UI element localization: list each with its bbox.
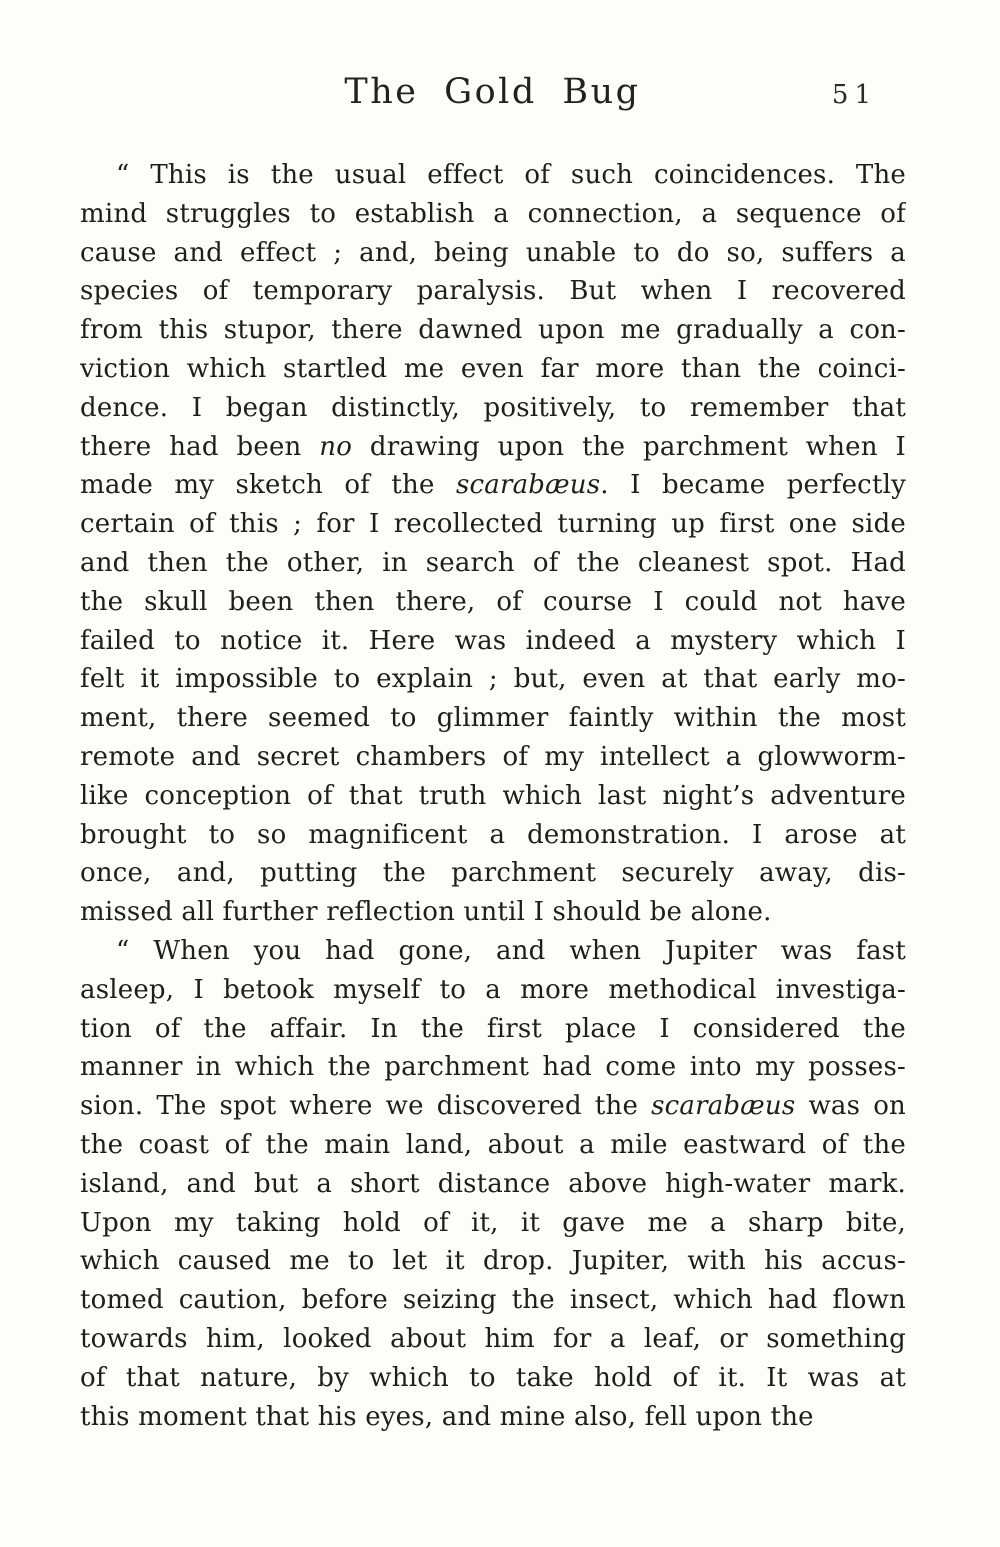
text-line: remote and secret chambers of my intellect a glowworm- — [80, 741, 906, 772]
text-line: and then the other, in search of the cleanest spot. Had — [80, 547, 906, 578]
text-line: felt it impossible to explain ; but, even at that early mo- — [80, 664, 906, 695]
text-line: island, and but a short distance above high-water mark. — [80, 1168, 906, 1199]
text-line: which caused me to let it drop. Jupiter, with his accus- — [80, 1246, 906, 1277]
text-line: “ When you had gone, and when Jupiter was fast — [116, 935, 906, 966]
text-line: certain of this ; for I recollected turning up first one side — [80, 509, 906, 540]
text-line: tion of the affair. In the first place I considered the — [80, 1013, 906, 1044]
text-line: there had been no drawing upon the parchment when I — [80, 431, 906, 462]
text-line: towards him, looked about him for a leaf, or something — [80, 1323, 906, 1354]
text-line: failed to notice it. Here was indeed a mystery which I — [80, 625, 906, 656]
page-title: The Gold Bug — [344, 72, 641, 112]
body-text — [80, 156, 906, 1436]
paragraph — [80, 932, 906, 1436]
text-line: like conception of that truth which last night’s adventure — [80, 780, 906, 811]
text-line: of that nature, by which to take hold of it. It was at — [80, 1362, 906, 1393]
text-line: manner in which the parchment had come into my posses- — [80, 1052, 906, 1083]
text-line: species of temporary paralysis. But when I recovered — [80, 276, 906, 307]
text-line: made my sketch of the scarabæus. I became perfectly — [80, 470, 906, 501]
text-line: cause and effect ; and, being unable to do so, suffers a — [80, 237, 906, 268]
text-line: dence. I began distinctly, positively, to remember that — [80, 392, 906, 423]
text-line: ment, there seemed to glimmer faintly within the most — [80, 703, 906, 734]
text-line: the skull been then there, of course I could not have — [80, 586, 906, 617]
text-line: asleep, I betook myself to a more methodical investiga- — [80, 974, 906, 1005]
text-line: the coast of the main land, about a mile eastward of the — [80, 1129, 906, 1160]
text-line: mind struggles to establish a connection, a sequence of — [80, 198, 906, 229]
text-line: viction which startled me even far more than the coinci- — [80, 353, 906, 384]
text-line: missed all further reflection until I should be alone. — [80, 897, 772, 928]
text-line: brought to so magnificent a demonstration. I arose at — [80, 819, 906, 850]
text-line: “ This is the usual effect of such coincidences. The — [116, 160, 906, 190]
text-line: Upon my taking hold of it, it gave me a sharp bite, — [80, 1207, 906, 1238]
text-line: sion. The spot where we discovered the scarabæus was on — [80, 1091, 906, 1122]
text-line: from this stupor, there dawned upon me gradually a con- — [80, 315, 906, 346]
text-line: this moment that his eyes, and mine also, fell upon the — [80, 1401, 814, 1432]
paragraph — [80, 156, 906, 932]
page-header — [80, 72, 905, 122]
page-number: 51 — [831, 80, 877, 110]
text-line: tomed caution, before seizing the insect, which had flown — [80, 1285, 906, 1316]
text-line: once, and, putting the parchment securely away, dis- — [80, 858, 906, 889]
